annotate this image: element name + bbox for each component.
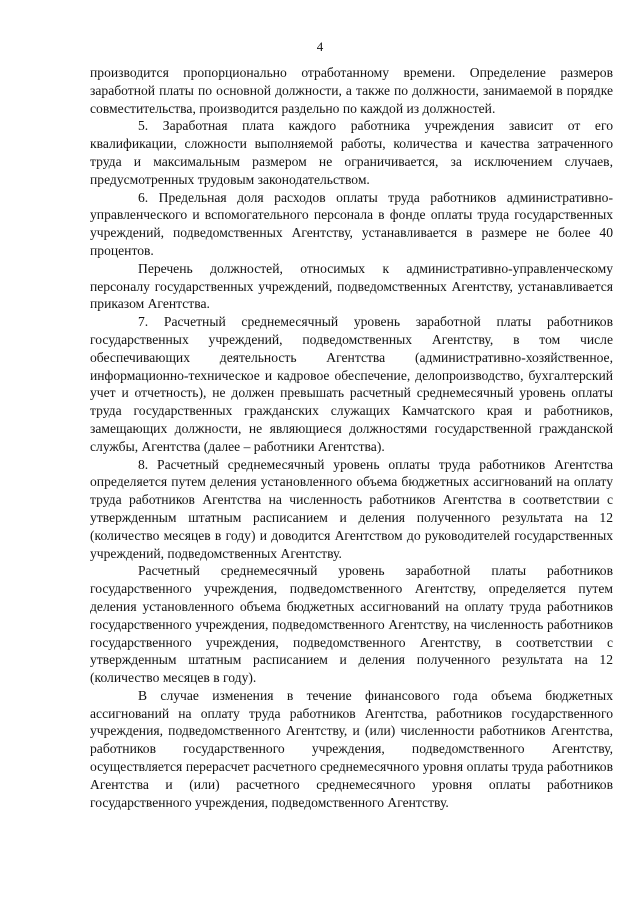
paragraph-institution-salary-level: Расчетный среднемесячный уровень заработной платы работников государственного учреждения, подведомственного Агентству, определяется путем деления установленного объема бюджетных ассигнований на оплату труда работников государственного учреждения, подведомственного Агентству, на численность работников государственного учреждения, подведомственного Агентству, в соответствии с утвержденным штатным расписанием и деления полученного результата на 12 (количество месяцев в году). bbox=[90, 563, 613, 686]
paragraph-item-5: 5. Заработная плата каждого работника учреждения зависит от его квалификации, сложности выполняемой работы, количества и качества затраченного труда и максимальным размером не ограничивается, за исключением случаев, предусмотренных трудовым законодательством. bbox=[90, 118, 613, 187]
paragraph-item-6: 6. Предельная доля расходов оплаты труда работников административно-управленческого и вспомогательного персонала в фонде оплаты труда государственных учреждений, подведомственных Агентству, устанавливается в размере не более 40 процентов. bbox=[90, 189, 613, 258]
paragraph-recalculation: В случае изменения в течение финансового года объема бюджетных ассигнований на оплату труда работников Агентства, работников государственного учреждения, подведомственного Агентству, и (или) численности работников Агентства, работников государственного учреждения, подведомственного Агентству, осуществляется перерасчет расчетного среднемесячного уровня оплаты труда работников Агентства и (или) расчетного среднемесячного уровня оплаты работников государственного учреждения, подведомственного Агентству. bbox=[90, 687, 613, 810]
paragraph-admin-staff-list: Перечень должностей, относимых к административно-управленческому персоналу государственных учреждений, подведомственных Агентству, устанавливается приказом Агентства. bbox=[90, 260, 613, 312]
paragraph-continuation: производится пропорционально отработанному времени. Определение размеров заработной платы по основной должности, а также по должности, занимаемой в порядке совместительства, производится раздельно по каждой из должностей. bbox=[90, 65, 613, 116]
paragraph-item-7: 7. Расчетный среднемесячный уровень заработной платы работников государственных учреждений, подведомственных Агентству, в том числе обеспечивающих деятельность Агентства (административно-хозяйственное, информационно-техническое и кадровое обеспечение, делопроизводство, бухгалтерский учет и отчетность), не должен превышать расчетный среднемесячный уровень оплаты труда государственных гражданских служащих Камчатского края и работников, замещающих должности, не являющиеся должностями государственной гражданской службы, Агентства (далее – работники Агентства). bbox=[90, 314, 613, 454]
document-body bbox=[90, 64, 613, 811]
page-number: 4 bbox=[316, 39, 324, 54]
paragraph-item-8: 8. Расчетный среднемесячный уровень оплаты труда работников Агентства определяется путем деления установленного объема бюджетных ассигнований на оплату труда работников Агентства на численность работников Агентства в соответствии с утвержденным штатным расписанием и деления полученного результата на 12 (количество месяцев в году) и доводится Агентством до руководителей государственных учреждений, подведомственных Агентству. bbox=[90, 456, 613, 561]
